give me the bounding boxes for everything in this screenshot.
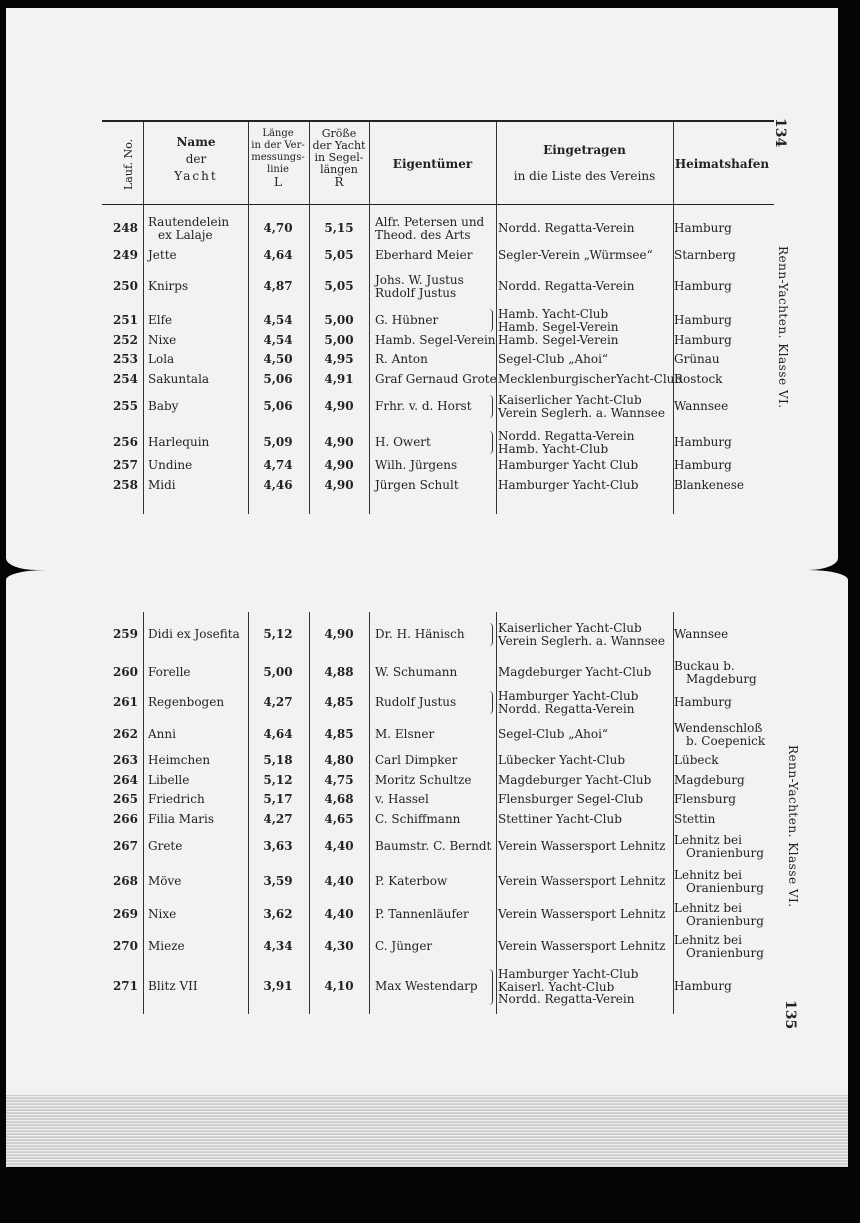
row-271-club: Hamburger Yacht-Club xyxy=(498,967,639,981)
row-262-sail-length: 4,85 xyxy=(324,726,354,741)
row-265-length: 5,17 xyxy=(263,792,293,807)
row-255-length: 5,06 xyxy=(263,398,293,413)
row-255-owner: Frhr. v. d. Horst xyxy=(375,398,472,413)
row-269-club: Verein Wassersport Lehnitz xyxy=(498,906,666,921)
row-265-port: Flensburg xyxy=(674,792,736,807)
row-270-number: 270 xyxy=(112,938,138,953)
row-266-name: Filia Maris xyxy=(148,812,214,827)
yacht-register-table-bottom xyxy=(6,570,848,1095)
row-251-owner: G. Hübner xyxy=(375,312,439,327)
row-264-name: Libelle xyxy=(148,773,190,788)
row-249-sail-length: 5,05 xyxy=(324,248,354,263)
row-253-sail-length: 4,95 xyxy=(324,352,354,367)
row-250-port: Hamburg xyxy=(674,278,732,293)
row-257-length: 4,74 xyxy=(263,458,293,473)
row-259-brace xyxy=(488,623,493,646)
row-260-club: Magdeburger Yacht-Club xyxy=(498,664,652,679)
row-267-club: Verein Wassersport Lehnitz xyxy=(498,838,666,853)
row-256-sail-length: 4,90 xyxy=(324,434,354,449)
row-248-length: 4,70 xyxy=(263,220,293,235)
row-261-length: 4,27 xyxy=(263,694,293,709)
row-262-number: 262 xyxy=(112,726,138,741)
row-252-owner: Hamb. Segel-Verein xyxy=(375,333,496,348)
row-271-owner: Max Westendarp xyxy=(375,978,478,993)
row-268-port: Oranienburg xyxy=(686,880,764,895)
upper-book-page xyxy=(6,8,838,570)
row-261-number: 261 xyxy=(112,694,138,709)
row-268-number: 268 xyxy=(112,873,138,888)
row-257-port: Hamburg xyxy=(674,458,732,473)
row-251-club: Hamb. Yacht-Club xyxy=(498,307,609,321)
row-248-number: 248 xyxy=(112,220,138,235)
row-251-club: Hamb. Segel-Verein xyxy=(498,319,619,334)
row-261-owner: Rudolf Justus xyxy=(375,694,457,709)
row-270-owner: C. Jünger xyxy=(375,938,433,953)
page-number-top: 134 xyxy=(772,118,788,148)
row-262-club: Segel-Club „Ahoi“ xyxy=(498,726,609,741)
row-262-owner: M. Elsner xyxy=(375,726,435,741)
row-255-club: Kaiserlicher Yacht-Club xyxy=(498,393,642,407)
row-267-port: Lehnitz bei xyxy=(674,833,742,847)
row-259-club: Verein Seglerh. a. Wannsee xyxy=(498,633,665,648)
row-250-sail-length: 5,05 xyxy=(324,278,354,293)
row-268-name: Möve xyxy=(148,873,182,888)
row-250-number: 250 xyxy=(112,278,138,293)
row-268-owner: P. Katerbow xyxy=(375,873,448,888)
row-253-port: Grünau xyxy=(674,352,720,367)
row-263-owner: Carl Dimpker xyxy=(375,753,458,768)
row-267-owner: Baumstr. C. Berndt xyxy=(375,838,492,853)
row-271-club: Kaiserl. Yacht-Club xyxy=(498,979,615,994)
row-266-port: Stettin xyxy=(674,812,716,827)
row-248-owner: Theod. des Arts xyxy=(375,227,471,242)
row-251-port: Hamburg xyxy=(674,312,732,327)
side-title-bottom: Renn-Yachten. Klasse VI. xyxy=(786,745,800,908)
header-name-0: Name xyxy=(176,135,216,149)
row-262-name: Anni xyxy=(148,726,176,741)
header-laenge-4: L xyxy=(274,175,282,189)
row-268-length: 3,59 xyxy=(263,873,293,888)
header-lauf-no: Lauf. No. xyxy=(122,138,135,190)
row-258-number: 258 xyxy=(112,478,138,493)
row-249-port: Starnberg xyxy=(674,248,736,263)
row-248-name: Rautendelein xyxy=(148,215,230,229)
row-255-brace xyxy=(488,395,493,418)
row-249-number: 249 xyxy=(112,248,138,263)
row-252-club: Hamb. Segel-Verein xyxy=(498,333,619,348)
row-256-number: 256 xyxy=(112,434,138,449)
row-262-port: b. Coepenick xyxy=(686,733,766,748)
row-250-owner: Johs. W. Justus xyxy=(375,273,464,287)
row-252-name: Nixe xyxy=(148,333,177,348)
row-271-brace xyxy=(488,969,493,1005)
row-263-name: Heimchen xyxy=(148,753,211,768)
row-251-number: 251 xyxy=(112,312,138,327)
row-259-sail-length: 4,90 xyxy=(324,626,354,641)
row-267-port: Oranienburg xyxy=(686,845,764,860)
row-269-port: Lehnitz bei xyxy=(674,901,742,915)
row-263-number: 263 xyxy=(112,753,138,768)
row-256-port: Hamburg xyxy=(674,434,732,449)
row-266-number: 266 xyxy=(112,812,138,827)
row-248-sail-length: 5,15 xyxy=(324,220,354,235)
header-laenge-0: Länge xyxy=(262,128,294,139)
row-260-name: Forelle xyxy=(148,664,191,679)
yacht-register-table-top xyxy=(6,8,838,570)
row-264-length: 5,12 xyxy=(263,773,293,788)
row-255-name: Baby xyxy=(148,398,179,413)
header-groesse-2: in Segel- xyxy=(314,151,364,164)
row-253-name: Lola xyxy=(148,352,175,367)
row-250-length: 4,87 xyxy=(263,278,293,293)
page-edges xyxy=(6,1095,848,1167)
row-266-sail-length: 4,65 xyxy=(324,812,354,827)
header-name-2: Yacht xyxy=(174,169,218,183)
row-260-length: 5,00 xyxy=(263,664,293,679)
row-254-port: Rostock xyxy=(674,372,723,387)
row-261-name: Regenbogen xyxy=(148,694,225,709)
row-269-owner: P. Tannenläufer xyxy=(375,906,469,921)
page-number-bottom: 135 xyxy=(782,1000,798,1030)
row-268-port: Lehnitz bei xyxy=(674,868,742,882)
row-260-owner: W. Schumann xyxy=(375,664,458,679)
row-265-sail-length: 4,68 xyxy=(324,792,354,807)
row-249-length: 4,64 xyxy=(263,248,293,263)
row-256-name: Harlequin xyxy=(148,434,210,449)
row-253-club: Segel-Club „Ahoi“ xyxy=(498,352,609,367)
row-261-port: Hamburg xyxy=(674,694,732,709)
header-groesse-3: längen xyxy=(320,163,358,176)
row-250-name: Knirps xyxy=(148,278,189,293)
row-256-owner: H. Owert xyxy=(375,434,431,449)
row-270-length: 4,34 xyxy=(263,938,293,953)
row-271-length: 3,91 xyxy=(263,978,293,993)
row-269-port: Oranienburg xyxy=(686,913,764,928)
row-259-number: 259 xyxy=(112,626,138,641)
row-270-name: Mieze xyxy=(148,938,185,953)
row-255-port: Wannsee xyxy=(674,398,729,413)
row-270-club: Verein Wassersport Lehnitz xyxy=(498,938,666,953)
row-251-brace xyxy=(488,309,493,332)
row-253-number: 253 xyxy=(112,352,138,367)
row-260-sail-length: 4,88 xyxy=(324,664,354,679)
row-267-sail-length: 4,40 xyxy=(324,838,354,853)
row-258-port: Blankenese xyxy=(674,478,745,493)
row-248-owner: Alfr. Petersen und xyxy=(375,215,485,229)
row-249-name: Jette xyxy=(148,248,177,263)
row-266-length: 4,27 xyxy=(263,812,293,827)
row-257-club: Hamburger Yacht Club xyxy=(498,458,639,473)
row-267-name: Grete xyxy=(148,838,183,853)
row-267-length: 3,63 xyxy=(263,838,293,853)
row-269-sail-length: 4,40 xyxy=(324,906,354,921)
row-255-sail-length: 4,90 xyxy=(324,398,354,413)
row-250-club: Nordd. Regatta-Verein xyxy=(498,278,635,293)
row-261-club: Hamburger Yacht-Club xyxy=(498,689,639,703)
header-heimatshafen: Heimatshafen xyxy=(674,157,770,171)
row-256-brace xyxy=(488,431,493,454)
row-269-length: 3,62 xyxy=(263,906,293,921)
row-249-club: Segler-Verein „Würmsee“ xyxy=(498,248,653,263)
row-257-name: Undine xyxy=(148,458,193,473)
row-271-number: 271 xyxy=(112,978,138,993)
row-264-owner: Moritz Schultze xyxy=(375,773,472,788)
row-252-number: 252 xyxy=(112,333,138,348)
row-259-owner: Dr. H. Hänisch xyxy=(375,626,465,641)
header-eigentuemer: Eigentümer xyxy=(392,157,473,171)
row-260-port: Buckau b. xyxy=(674,659,735,673)
row-265-name: Friedrich xyxy=(148,792,205,807)
row-251-sail-length: 5,00 xyxy=(324,312,354,327)
row-263-club: Lübecker Yacht-Club xyxy=(498,753,626,768)
row-254-sail-length: 4,91 xyxy=(324,372,354,387)
row-265-owner: v. Hassel xyxy=(375,792,429,807)
row-257-owner: Wilh. Jürgens xyxy=(375,458,458,473)
row-255-club: Verein Seglerh. a. Wannsee xyxy=(498,405,665,420)
row-258-length: 4,46 xyxy=(263,478,293,493)
row-265-number: 265 xyxy=(112,792,138,807)
row-267-number: 267 xyxy=(112,838,138,853)
row-258-sail-length: 4,90 xyxy=(324,478,354,493)
row-263-length: 5,18 xyxy=(263,753,293,768)
row-248-port: Hamburg xyxy=(674,220,732,235)
header-groesse-4: R xyxy=(334,175,344,189)
row-266-club: Stettiner Yacht-Club xyxy=(498,812,622,827)
row-261-club: Nordd. Regatta-Verein xyxy=(498,701,635,716)
row-252-length: 4,54 xyxy=(263,333,293,348)
row-251-length: 4,54 xyxy=(263,312,293,327)
row-270-port: Oranienburg xyxy=(686,945,764,960)
row-259-length: 5,12 xyxy=(263,626,293,641)
row-251-name: Elfe xyxy=(148,312,173,327)
column-rule-3 xyxy=(369,612,370,1014)
header-name-1: der xyxy=(185,152,207,166)
column-rule-0 xyxy=(143,612,144,1014)
header-groesse-1: der Yacht xyxy=(312,139,366,152)
row-257-sail-length: 4,90 xyxy=(324,458,354,473)
row-270-sail-length: 4,30 xyxy=(324,938,354,953)
row-268-sail-length: 4,40 xyxy=(324,873,354,888)
row-254-club: MecklenburgischerYacht-Club xyxy=(498,372,683,387)
header-eingetragen-0: Eingetragen xyxy=(543,143,626,157)
row-271-sail-length: 4,10 xyxy=(324,978,354,993)
row-271-club: Nordd. Regatta-Verein xyxy=(498,992,635,1006)
row-266-owner: C. Schiffmann xyxy=(375,812,461,827)
row-261-sail-length: 4,85 xyxy=(324,694,354,709)
row-264-port: Magdeburg xyxy=(674,773,745,788)
row-269-number: 269 xyxy=(112,906,138,921)
header-groesse-0: Größe xyxy=(321,127,357,140)
row-265-club: Flensburger Segel-Club xyxy=(498,792,644,807)
row-254-name: Sakuntala xyxy=(148,372,210,387)
row-269-name: Nixe xyxy=(148,906,177,921)
row-248-club: Nordd. Regatta-Verein xyxy=(498,220,635,235)
row-264-number: 264 xyxy=(112,773,138,788)
row-258-owner: Jürgen Schult xyxy=(375,478,459,493)
row-262-port: Wendenschloß xyxy=(674,721,763,735)
row-258-name: Midi xyxy=(148,478,176,493)
header-eingetragen-1: in die Liste des Vereins xyxy=(513,169,656,183)
row-259-port: Wannsee xyxy=(674,626,729,641)
row-255-number: 255 xyxy=(112,398,138,413)
row-256-length: 5,09 xyxy=(263,434,293,449)
row-254-length: 5,06 xyxy=(263,372,293,387)
row-253-owner: R. Anton xyxy=(375,352,428,367)
row-271-name: Blitz VII xyxy=(148,978,198,993)
row-270-port: Lehnitz bei xyxy=(674,933,742,947)
row-253-length: 4,50 xyxy=(263,352,293,367)
row-254-number: 254 xyxy=(112,372,138,387)
row-259-name: Didi ex Josefita xyxy=(148,626,240,641)
header-laenge-3: linie xyxy=(267,164,289,175)
row-258-club: Hamburger Yacht-Club xyxy=(498,478,639,493)
row-268-club: Verein Wassersport Lehnitz xyxy=(498,873,666,888)
row-248-name: ex Lalaje xyxy=(158,227,213,242)
row-260-number: 260 xyxy=(112,664,138,679)
row-257-number: 257 xyxy=(112,458,138,473)
row-256-club: Hamb. Yacht-Club xyxy=(498,441,609,456)
row-264-club: Magdeburger Yacht-Club xyxy=(498,773,652,788)
row-271-port: Hamburg xyxy=(674,978,732,993)
row-256-club: Nordd. Regatta-Verein xyxy=(498,429,635,443)
row-261-brace xyxy=(488,691,493,714)
row-252-port: Hamburg xyxy=(674,333,732,348)
side-title-top: Renn-Yachten. Klasse VI. xyxy=(776,246,790,409)
row-259-club: Kaiserlicher Yacht-Club xyxy=(498,621,642,635)
row-252-sail-length: 5,00 xyxy=(324,333,354,348)
row-263-sail-length: 4,80 xyxy=(324,753,354,768)
row-249-owner: Eberhard Meier xyxy=(375,248,473,263)
row-254-owner: Graf Gernaud Grote xyxy=(375,372,497,387)
header-laenge-2: messungs- xyxy=(251,152,305,163)
row-264-sail-length: 4,75 xyxy=(324,773,354,788)
row-250-owner: Rudolf Justus xyxy=(375,285,457,300)
column-rule-0 xyxy=(143,122,144,514)
column-rule-4 xyxy=(496,612,497,1014)
row-262-length: 4,64 xyxy=(263,726,293,741)
header-laenge-1: in der Ver- xyxy=(251,140,305,151)
lower-book-page xyxy=(6,570,848,1095)
row-260-port: Magdeburg xyxy=(686,671,757,686)
row-263-port: Lübeck xyxy=(674,753,719,768)
